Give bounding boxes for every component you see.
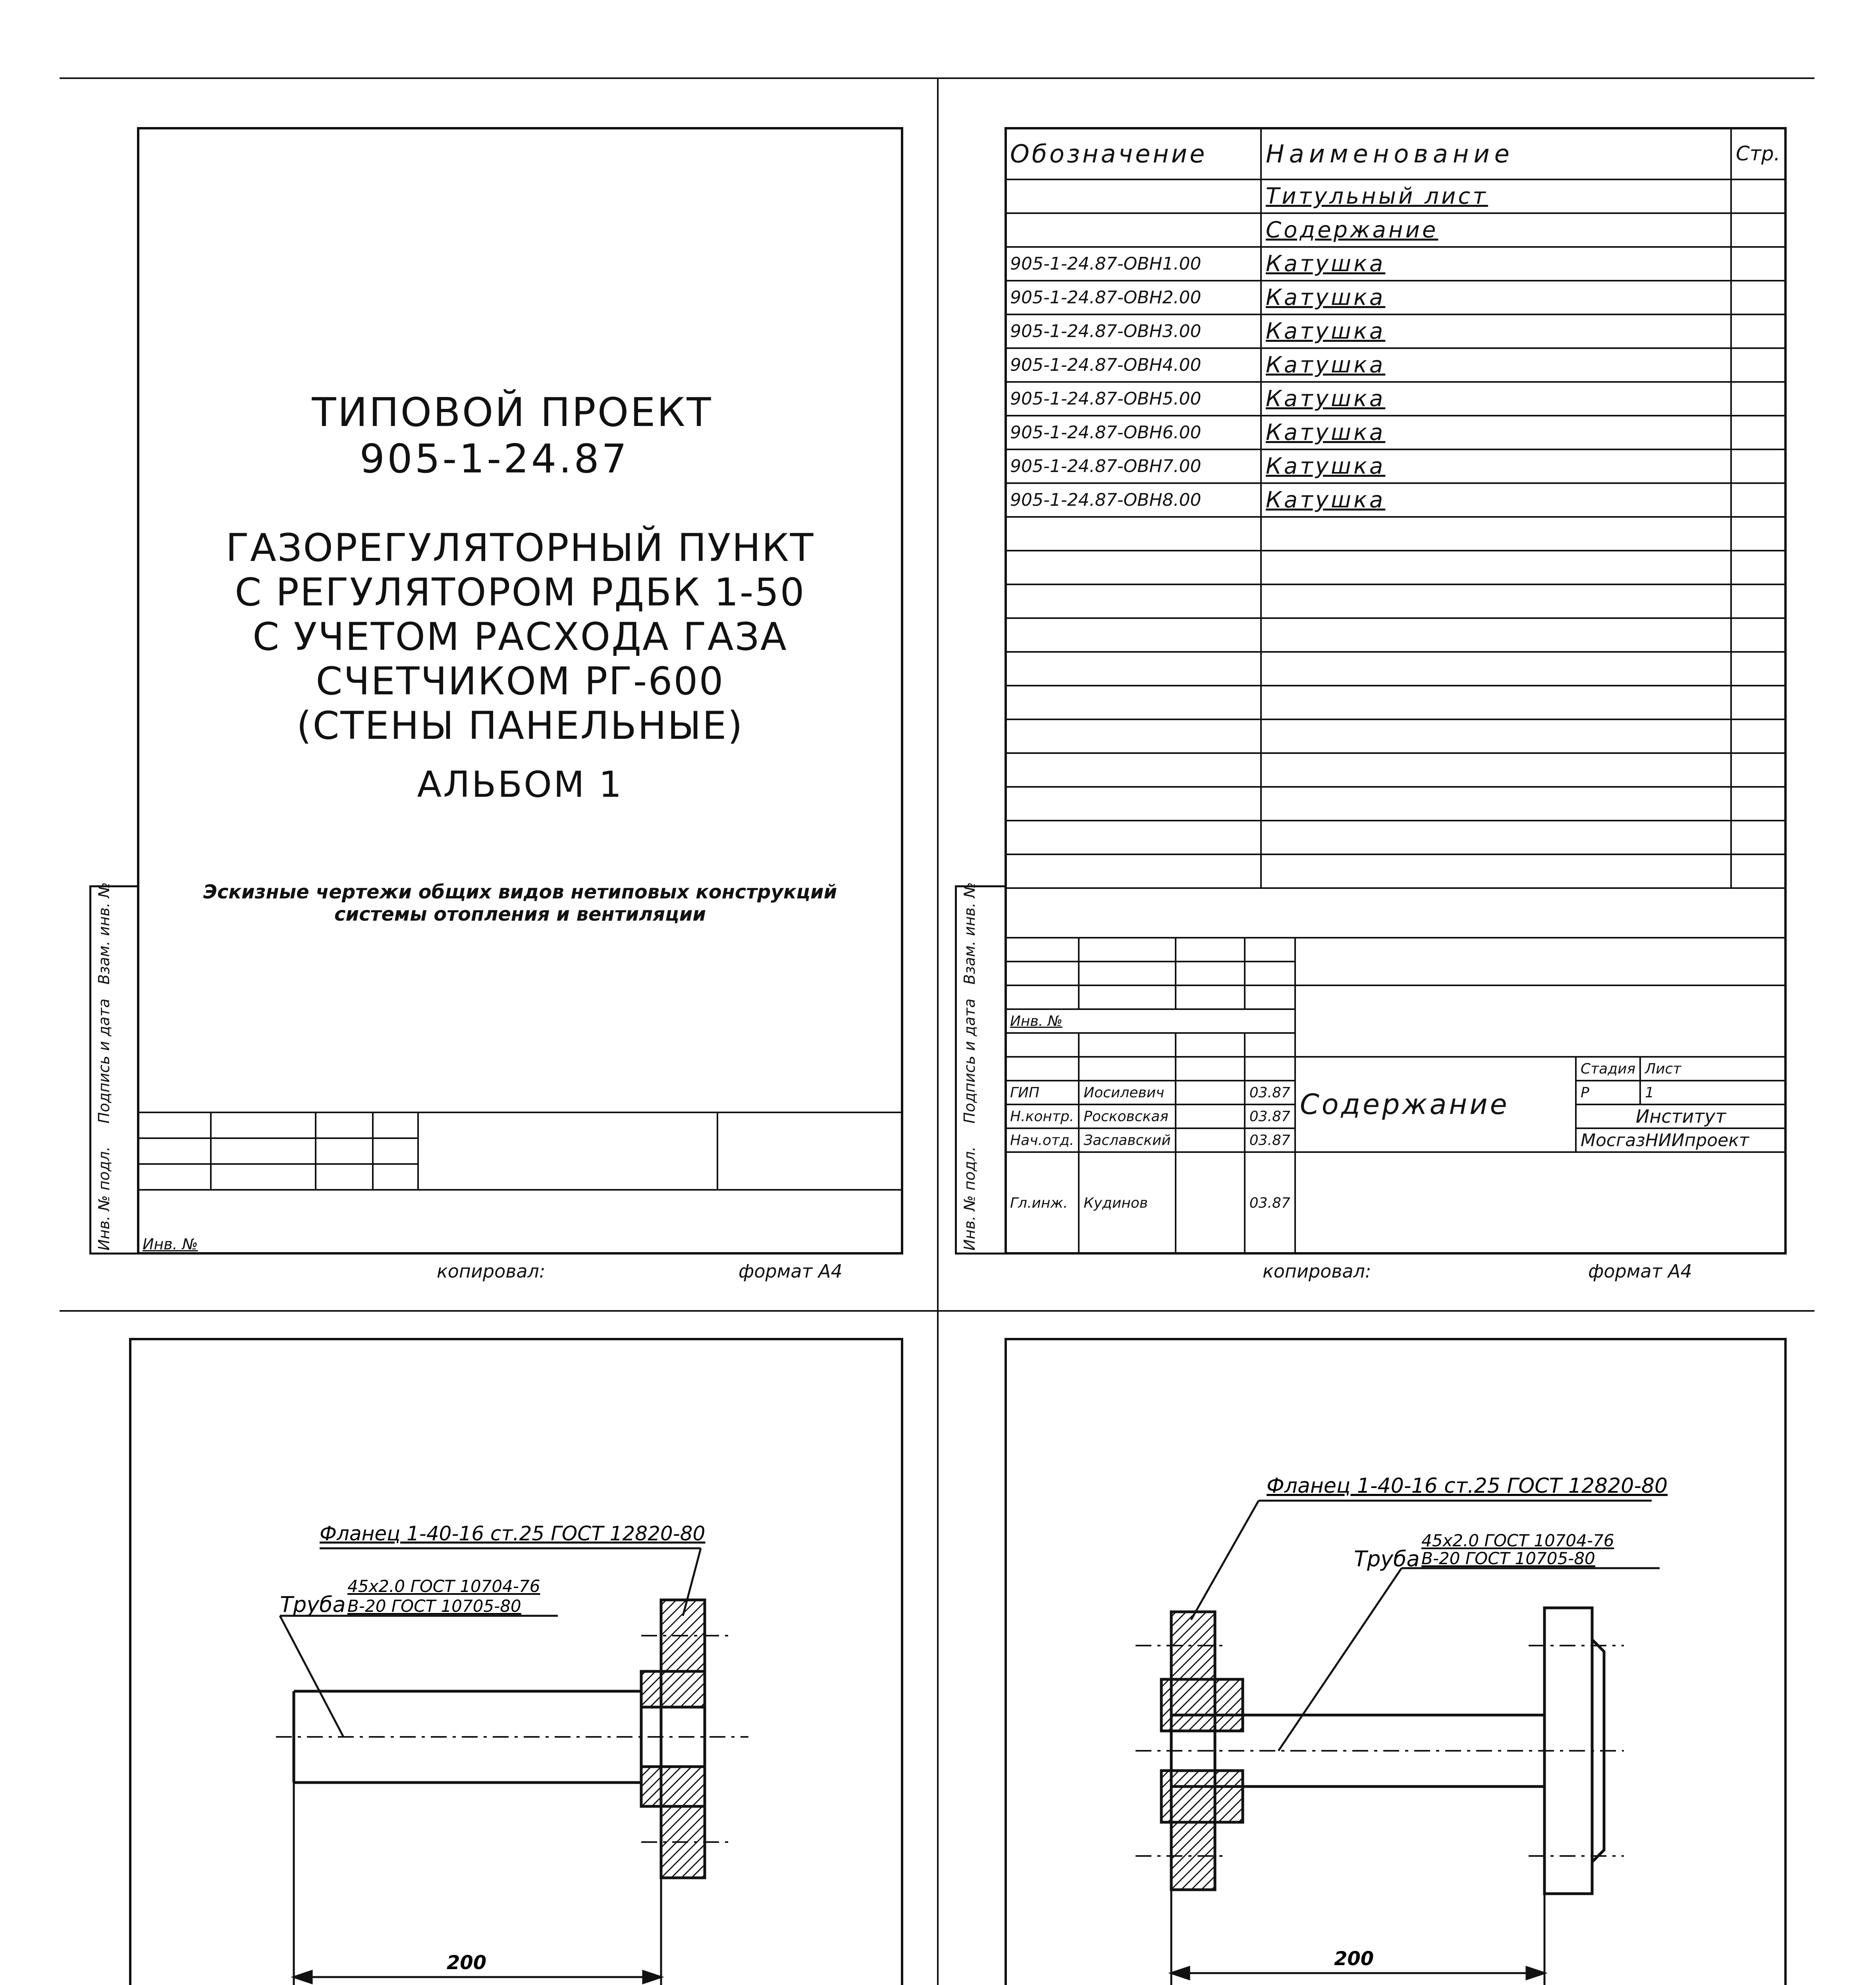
sig-name: Росковская xyxy=(1079,1104,1176,1128)
contents-row xyxy=(1005,213,1786,247)
contents-designation: 905-1-24.87-ОВН1.00 xyxy=(1005,247,1261,281)
contents-row xyxy=(1005,787,1786,821)
contents-name xyxy=(1261,787,1731,821)
d2-dim-value: 200 xyxy=(1334,1948,1374,1970)
drawing1-svg xyxy=(129,1338,903,1985)
contents-row xyxy=(1005,348,1786,382)
contents-row xyxy=(1005,686,1786,719)
contents-page xyxy=(1731,314,1786,348)
sig-date: 03.87 xyxy=(1245,1104,1295,1128)
contents-name xyxy=(1261,551,1731,584)
contents-name: Катушка xyxy=(1261,281,1731,314)
title-side-stamp-a: Взам. инв. № xyxy=(95,882,113,985)
title-side-stamp-c: Инв. № подл. xyxy=(95,1146,113,1251)
contents-name: Катушка xyxy=(1261,449,1731,483)
sig-date: 03.87 xyxy=(1245,1081,1295,1104)
contents-name xyxy=(1261,618,1731,652)
d1-pipe-steel: В-20 ГОСТ 10705-80 xyxy=(347,1596,521,1616)
contents-designation: 905-1-24.87-ОВН6.00 xyxy=(1005,416,1261,449)
contents-row xyxy=(1005,584,1786,618)
contents-header-designation: Обозначение xyxy=(1005,128,1261,179)
contents-header-page: Стр. xyxy=(1731,128,1786,179)
contents-designation xyxy=(1005,821,1261,854)
title-format: формат А4 xyxy=(738,1260,843,1282)
contents-row xyxy=(1005,416,1786,449)
contents-side-stamp-c: Инв. № подл. xyxy=(961,1146,978,1251)
page-center-divider xyxy=(937,77,939,1985)
contents-designation xyxy=(1005,686,1261,719)
sig-name: Иосилевич xyxy=(1079,1081,1176,1104)
contents-name: Катушка xyxy=(1261,348,1731,382)
contents-row xyxy=(1005,551,1786,584)
sig-role: ГИП xyxy=(1005,1081,1079,1104)
contents-row xyxy=(1005,382,1786,416)
contents-page xyxy=(1731,821,1786,854)
contents-page xyxy=(1731,618,1786,652)
contents-designation xyxy=(1005,517,1261,551)
contents-stamp-table xyxy=(1005,937,1787,1255)
contents-name: Катушка xyxy=(1261,314,1731,348)
contents-name: Катушка xyxy=(1261,382,1731,416)
contents-name xyxy=(1261,652,1731,686)
title-line-2: 905-1-24.87 xyxy=(359,436,629,482)
contents-title: Содержание xyxy=(1295,1057,1576,1152)
contents-page xyxy=(1731,584,1786,618)
contents-page xyxy=(1731,652,1786,686)
contents-page xyxy=(1731,449,1786,483)
contents-row xyxy=(1005,281,1786,314)
contents-row xyxy=(1005,247,1786,281)
contents-header-name: Наименование xyxy=(1261,128,1731,179)
contents-row xyxy=(1005,821,1786,854)
contents-row xyxy=(1005,517,1786,551)
contents-page xyxy=(1731,483,1786,517)
contents-designation: 905-1-24.87-ОВН8.00 xyxy=(1005,483,1261,517)
d2-pipe-size: 45х2.0 ГОСТ 10704-76 xyxy=(1421,1531,1614,1550)
title-line-3: ГАЗОРЕГУЛЯТОРНЫЙ ПУНКТ xyxy=(226,526,815,570)
contents-side-stamp-b: Подпись и дата xyxy=(961,998,978,1124)
contents-name xyxy=(1261,584,1731,618)
contents-header-row xyxy=(1005,128,1786,179)
contents-page xyxy=(1731,753,1786,787)
contents-name xyxy=(1261,821,1731,854)
title-subtitle-2: системы отопления и вентиляции xyxy=(334,903,706,925)
contents-page xyxy=(1731,281,1786,314)
title-inv-label: Инв. № xyxy=(143,1235,198,1253)
d1-flange-note: Фланец 1-40-16 ст.25 ГОСТ 12820-80 xyxy=(320,1522,706,1545)
album-label: АЛЬБОМ 1 xyxy=(417,764,623,806)
contents-page xyxy=(1731,551,1786,584)
contents-page xyxy=(1731,854,1786,888)
contents-page xyxy=(1731,787,1786,821)
contents-stage: Р xyxy=(1576,1081,1640,1104)
sig-role: Нач.отд. xyxy=(1005,1128,1079,1152)
contents-designation xyxy=(1005,551,1261,584)
d1-pipe-size: 45х2.0 ГОСТ 10704-76 xyxy=(347,1576,540,1596)
title-text-block xyxy=(137,389,903,925)
contents-designation xyxy=(1005,618,1261,652)
sig-name: Заславский xyxy=(1079,1128,1176,1152)
d1-flange xyxy=(641,1600,705,1878)
d2-flange-note: Фланец 1-40-16 ст.25 ГОСТ 12820-80 xyxy=(1267,1474,1668,1498)
sig-date: 03.87 xyxy=(1245,1152,1295,1254)
contents-page xyxy=(1731,719,1786,753)
contents-name xyxy=(1261,753,1731,787)
contents-page xyxy=(1731,382,1786,416)
contents-designation xyxy=(1005,213,1261,247)
contents-stage-h: Стадия xyxy=(1576,1057,1640,1081)
title-copied: копировал: xyxy=(437,1260,546,1282)
contents-institute: Институт xyxy=(1576,1104,1786,1128)
contents-name: Катушка xyxy=(1261,483,1731,517)
contents-row xyxy=(1005,483,1786,517)
contents-row xyxy=(1005,179,1786,213)
contents-page xyxy=(1731,247,1786,281)
sig-date: 03.87 xyxy=(1245,1128,1295,1152)
contents-name xyxy=(1261,719,1731,753)
contents-name: Титульный лист xyxy=(1261,179,1731,213)
contents-name xyxy=(1261,854,1731,888)
contents-format: формат А4 xyxy=(1588,1260,1692,1282)
d1-pipe-label: Труба xyxy=(280,1592,346,1617)
contents-name xyxy=(1261,686,1731,719)
contents-designation: 905-1-24.87-ОВН7.00 xyxy=(1005,449,1261,483)
title-line-4: С РЕГУЛЯТОРОМ РДБК 1-50 xyxy=(235,570,806,615)
d2-pipe-steel: В-20 ГОСТ 10705-80 xyxy=(1421,1549,1595,1568)
title-line-5: С УЧЕТОМ РАСХОДА ГАЗА xyxy=(253,615,788,659)
contents-row xyxy=(1005,753,1786,787)
contents-page xyxy=(1731,179,1786,213)
contents-name: Катушка xyxy=(1261,247,1731,281)
contents-page xyxy=(1731,416,1786,449)
contents-side-stamp-a: Взам. инв. № xyxy=(961,882,978,985)
contents-row xyxy=(1005,719,1786,753)
contents-page xyxy=(1731,348,1786,382)
contents-row xyxy=(1005,652,1786,686)
title-side-stamp-b: Подпись и дата xyxy=(95,998,113,1124)
contents-sheet-h: Лист xyxy=(1640,1057,1786,1081)
d1-dim-value: 200 xyxy=(447,1952,487,1974)
contents-designation xyxy=(1005,652,1261,686)
contents-inv-label: Инв. № xyxy=(1010,1013,1063,1029)
contents-table xyxy=(1005,127,1787,889)
d2-dimension xyxy=(1171,1890,1544,1985)
sig-name: Кудинов xyxy=(1079,1152,1176,1254)
contents-row xyxy=(1005,449,1786,483)
contents-designation xyxy=(1005,584,1261,618)
contents-designation xyxy=(1005,854,1261,888)
contents-org: МосгазНИИпроект xyxy=(1576,1128,1786,1152)
contents-row xyxy=(1005,618,1786,652)
title-line-1: ТИПОВОЙ ПРОЕКТ xyxy=(312,389,713,436)
title-sheet-stamp-table xyxy=(137,1112,903,1255)
contents-designation: 905-1-24.87-ОВН4.00 xyxy=(1005,348,1261,382)
sig-role: Н.контр. xyxy=(1005,1104,1079,1128)
contents-name xyxy=(1261,517,1731,551)
title-subtitle-1: Эскизные чертежи общих видов нетиповых конструкций xyxy=(203,881,837,903)
drawing2-svg xyxy=(1005,1338,1787,1985)
contents-page xyxy=(1731,213,1786,247)
contents-designation xyxy=(1005,753,1261,787)
contents-designation xyxy=(1005,787,1261,821)
contents-row xyxy=(1005,854,1786,888)
contents-copied: копировал: xyxy=(1263,1260,1371,1282)
contents-row xyxy=(1005,314,1786,348)
contents-name: Катушка xyxy=(1261,416,1731,449)
contents-page xyxy=(1731,686,1786,719)
contents-designation: 905-1-24.87-ОВН5.00 xyxy=(1005,382,1261,416)
contents-designation xyxy=(1005,719,1261,753)
contents-name: Содержание xyxy=(1261,213,1731,247)
page-middle-divider xyxy=(60,1310,1814,1312)
contents-sheets: 1 xyxy=(1640,1081,1786,1104)
title-line-6: СЧЕТЧИКОМ РГ-600 xyxy=(316,659,725,703)
contents-designation xyxy=(1005,179,1261,213)
contents-designation: 905-1-24.87-ОВН2.00 xyxy=(1005,281,1261,314)
title-line-7: (СТЕНЫ ПАНЕЛЬНЫЕ) xyxy=(297,703,744,748)
contents-page xyxy=(1731,517,1786,551)
contents-designation: 905-1-24.87-ОВН3.00 xyxy=(1005,314,1261,348)
d2-pipe-label: Труба xyxy=(1354,1546,1420,1571)
sig-role: Гл.инж. xyxy=(1005,1152,1079,1254)
